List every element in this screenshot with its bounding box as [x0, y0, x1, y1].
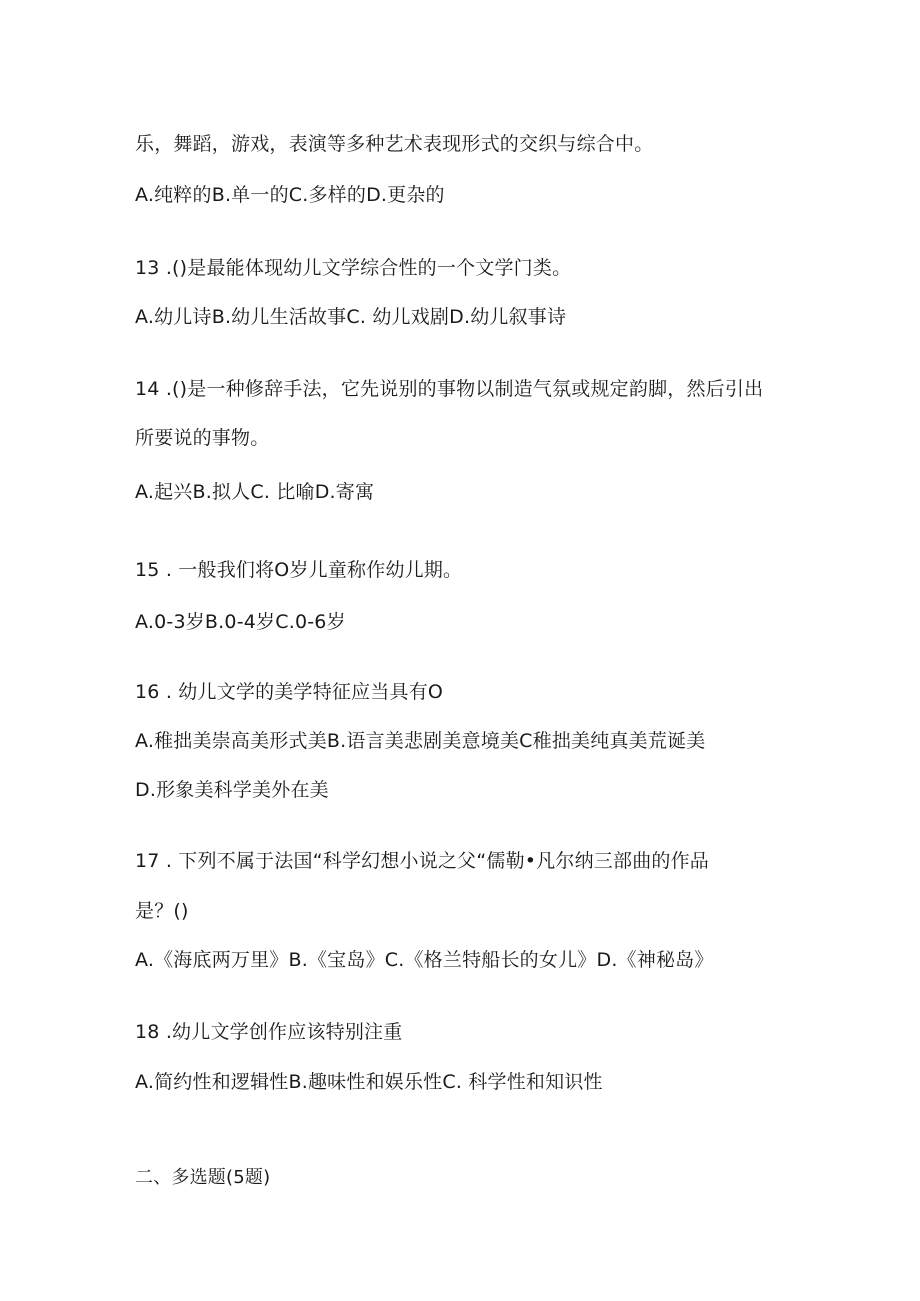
question-17-options: A.《海底两万里》B.《宝岛》C.《格兰特船长的女儿》D.《神秘岛》	[135, 949, 714, 971]
question-15-options: A.0-3岁B.0-4岁C.0-6岁	[135, 611, 346, 633]
question-18-stem: 18 .幼儿文学创作应该特别注重	[135, 1021, 403, 1043]
section-title-multiple-choice: 二、多选题(5题)	[135, 1167, 271, 1188]
question-14-stem-continuation: 所要说的事物。	[135, 427, 270, 449]
question-13-options: A.幼儿诗B.幼儿生活故事C. 幼儿戏剧D.幼儿叙事诗	[135, 306, 567, 328]
question-15-stem: 15 . 一般我们将O岁儿童称作幼儿期。	[135, 559, 463, 581]
question-16-options-line1: A.稚拙美崇高美形式美B.语言美悲剧美意境美C稚拙美纯真美荒诞美	[135, 730, 706, 752]
question-14-options: A.起兴B.拟人C. 比喻D.寄寓	[135, 481, 375, 503]
question-12-options: A.纯粹的B.单一的C.多样的D.更杂的	[135, 184, 445, 206]
question-16-stem: 16 . 幼儿文学的美学特征应当具有O	[135, 681, 444, 703]
question-13-stem: 13 .()是最能体现幼儿文学综合性的一个文学门类。	[135, 257, 572, 279]
question-14-stem: 14 .()是一种修辞手法，它先说别的事物以制造气氛或规定韵脚，然后引出	[135, 378, 764, 400]
question-17-stem-continuation: 是？()	[135, 900, 189, 922]
question-12-stem-continuation: 乐，舞蹈，游戏，表演等多种艺术表现形式的交织与综合中。	[135, 133, 654, 155]
question-17-stem: 17 . 下列不属于法国“科学幻想小说之父“儒勒•凡尔纳三部曲的作品	[135, 850, 709, 872]
question-16-options-line2: D.形象美科学美外在美	[135, 779, 329, 801]
question-18-options: A.简约性和逻辑性B.趣味性和娱乐性C. 科学性和知识性	[135, 1071, 603, 1093]
